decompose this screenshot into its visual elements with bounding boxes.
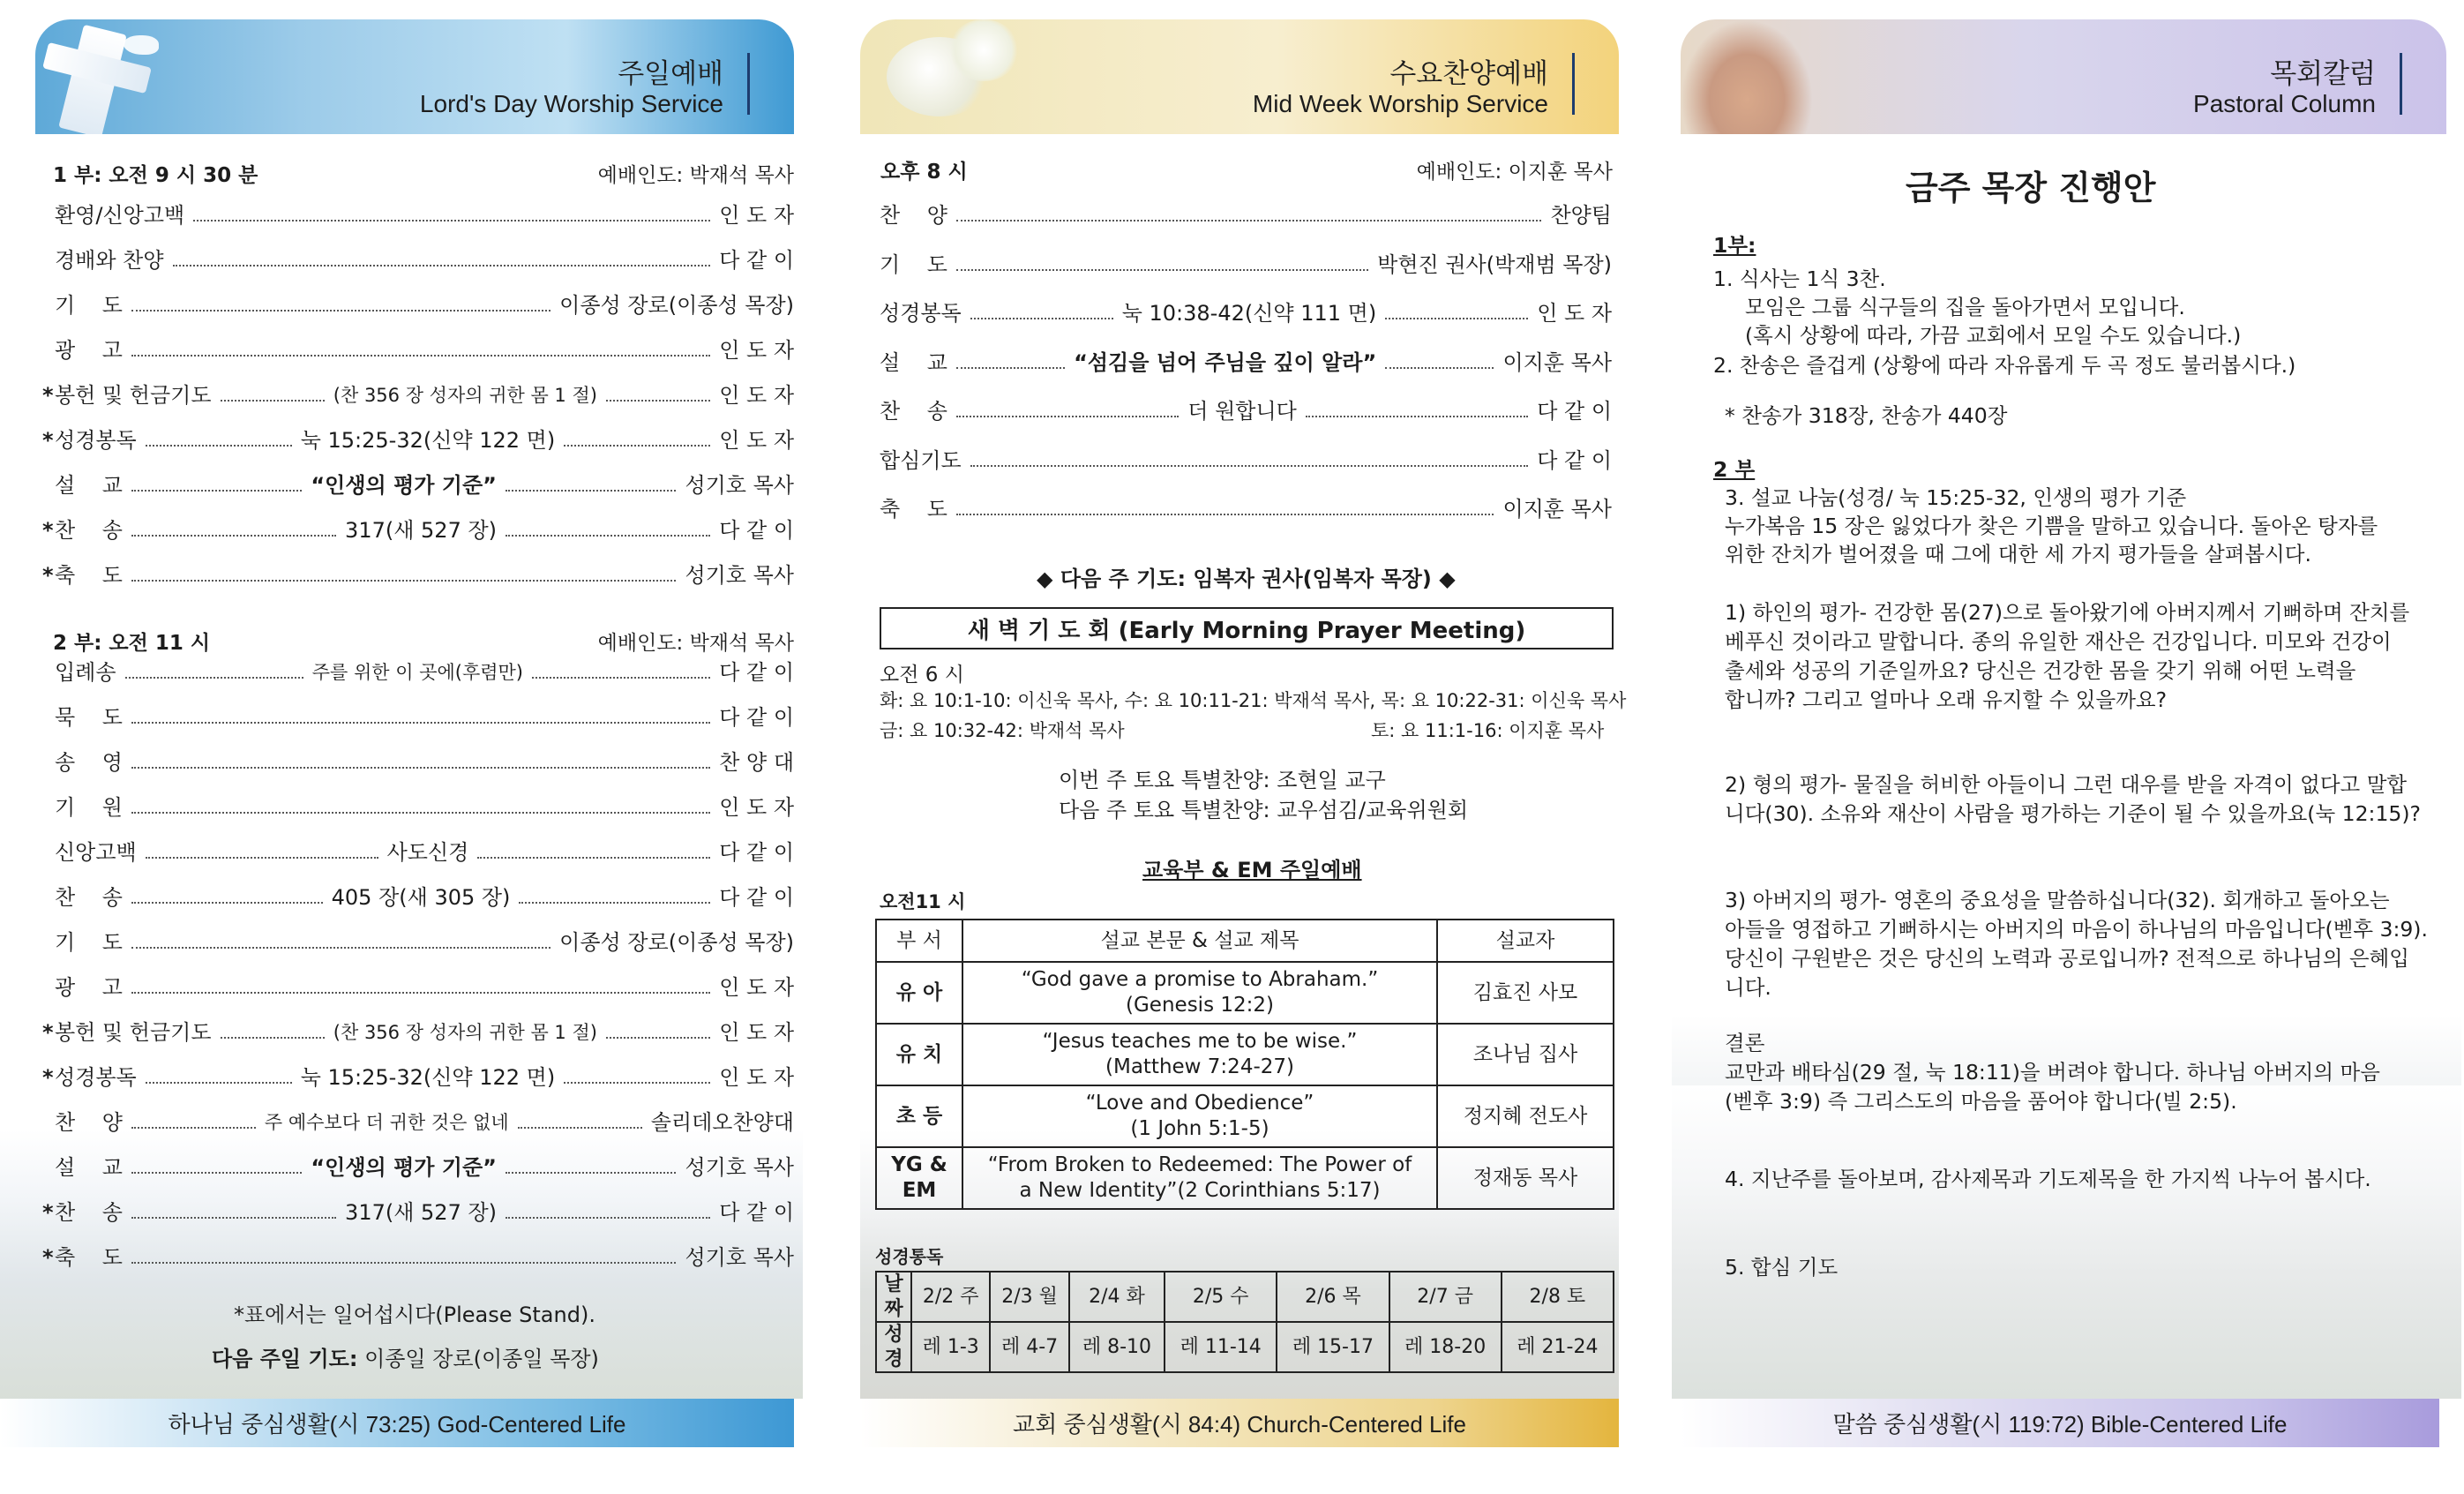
reading-date: 2/8 토 [1502,1272,1614,1322]
order-item-detail: 눅 15:25-32(신약 122 면) [300,1065,556,1090]
order-item-person: 이종성 장로(이종성 목장) [559,293,794,318]
order-item-person: 인 도 자 [719,975,794,1000]
spacer [42,977,55,998]
leader-dots [131,580,677,582]
stand-marker: * [42,1020,54,1045]
order-item [42,1022,794,1043]
spacer [42,932,55,953]
order-item-person: 성기호 목사 [685,473,794,498]
q2-line1: 2) 형의 평가- 물질을 허비한 아들이니 그런 대우를 받을 자격이 없다고 말합 [1725,772,2408,797]
leader-dots [564,445,710,447]
leader-dots [131,767,710,769]
order-item-person: 다 같 이 [719,518,794,543]
leader-dots [131,992,710,994]
leader-dots [1385,318,1528,319]
leader-dots [146,857,378,859]
pastoral-column-banner [1681,19,2446,134]
order-item-detail: (찬 356 장 성자의 귀한 몸 1 절) [333,1021,597,1043]
spacer [42,205,55,226]
edu-sermon-ref: (Genesis 12:2) [1126,994,1274,1017]
leader-dots [518,1127,642,1129]
reading-book: 레 21-24 [1502,1322,1614,1372]
edu-sermon-title: “Love and Obedience” [1085,1092,1314,1115]
next-sunday-prayer-value: 이종일 장로(이종일 목장) [364,1347,599,1371]
order-item-detail: 눅 10:38-42(신약 111 면) [1121,301,1377,326]
leader-dots [131,902,323,904]
edu-table-header [876,920,1614,962]
reading-label-date: 날짜 [876,1272,911,1322]
spacer [42,842,55,863]
stand-marker: * [42,1200,54,1225]
order-item [42,887,794,908]
order-item-detail: 317(새 527 장) [345,1200,498,1225]
edu-sermon [962,1024,1437,1085]
midweek-leader: 예배인도: 이지훈 목사 [1416,161,1613,184]
order-item-person: 다 같 이 [719,840,794,865]
order-item-label: 합심기도 [880,447,962,473]
p1-line2: 모임은 그룹 식구들의 집을 돌아가면서 모입니다. [1745,295,2185,319]
order-item-person: 박현진 권사(박재범 목장) [1377,252,1612,277]
reading-book: 레 15-17 [1277,1322,1389,1372]
leader-dots [131,722,710,724]
order-item [42,707,794,728]
edu-preacher: 김효진 사모 [1437,962,1614,1024]
edu-dept: 유 치 [876,1024,962,1085]
p1-line3: (혹시 상황에 따라, 가끔 교회에서 모일 수도 있습니다.) [1745,323,2242,348]
leader-dots [146,1082,292,1084]
edu-row [876,1085,1614,1147]
leader-dots [131,535,336,537]
order-item-person: 다 같 이 [719,248,794,273]
edu-table [875,919,1614,1210]
reading-date: 2/5 수 [1165,1272,1277,1322]
order-item-label: 성경봉독 [880,301,962,326]
p2-line2: 누가복음 15 장은 잃었다가 찾은 기쁨을 말하고 있습니다. 돌아온 탕자를 [1725,514,2378,538]
edu-sermon [962,962,1437,1024]
footer-church-centered: 교회 중심생활(시 84:4) Church-Centered Life [860,1399,1619,1447]
leader-dots [477,857,710,859]
edu-header-dept: 부 서 [876,920,962,962]
order-item-label: 찬 송 [55,885,123,910]
order-item-person: 인 도 자 [719,428,794,453]
leader-dots [131,1217,336,1219]
order-item [42,797,794,818]
q3-line3: 당신이 구원받은 것은 당신의 노력과 공로입니까? 전적으로 하나님의 은혜입 [1725,946,2409,971]
reading-book: 레 4-7 [990,1322,1068,1372]
stand-marker: * [42,428,54,453]
q3-line1: 3) 아버지의 평가- 영혼의 중요성을 말씀하십니다(32). 회개하고 돌아오는 [1725,888,2390,912]
reading-date: 2/2 주 [911,1272,990,1322]
footer-bible-centered: 말씀 중심생활(시 119:72) Bible-Centered Life [1681,1399,2439,1447]
order-item-person: 다 같 이 [719,885,794,910]
spacer [42,662,55,683]
edu-row [876,1147,1614,1209]
conclusion-line1: 교만과 배타심(29 절, 눅 18:11)을 버려야 합니다. 하나님 아버지의 마음 [1725,1060,2380,1085]
order-item-label: 신앙고백 [55,840,137,865]
conclusion-title: 결론 [1725,1031,1765,1055]
spacer [42,475,55,496]
order-item [42,932,794,953]
dawn-prayer-title: 새 벽 기 도 회 (Early Morning Prayer Meeting) [880,607,1614,649]
order-item-person: 솔리데오찬양대 [650,1110,794,1135]
edu-dept: YG & EM [876,1147,962,1209]
midweek-banner [860,19,1619,134]
q3-line2: 아들을 영접하고 기뻐하시는 아버지의 마음이 하나님의 마음입니다(벧후 3:9). [1725,917,2428,942]
leader-dots [519,902,710,904]
order-item [42,205,794,226]
stand-marker: * [42,383,54,408]
conclusion-line2: (벧후 3:9) 즉 그리스도의 마음을 품어야 합니다(빌 2:5). [1725,1089,2237,1114]
leader-dots [506,1217,710,1219]
banner-divider [747,53,750,115]
order-item-detail: “인생의 평가 기준” [311,473,497,498]
p2-line3: 위한 잔치가 벌어졌을 때 그에 대한 세 가지 평가들을 살펴봅시다. [1725,542,2311,567]
edu-preacher: 정지혜 전도사 [1437,1085,1614,1147]
leader-dots [131,1127,256,1129]
order-item-label: 봉헌 및 헌금기도 [55,383,212,408]
order-item-person: 인 도 자 [719,1020,794,1045]
order-item-label: 설 교 [55,1155,123,1180]
leader-dots [131,490,303,492]
spacer [42,1157,55,1178]
edu-time: 오전11 시 [880,891,966,912]
p1-line1: 1. 식사는 1식 3찬. [1713,267,1886,291]
leader-dots [173,265,711,267]
edu-dept: 초 등 [876,1085,962,1147]
order-item-label: 입례송 [55,660,116,685]
leader-dots [506,490,677,492]
reading-book: 레 11-14 [1165,1322,1277,1372]
reading-books-row [876,1322,1614,1372]
order-item-label: 송 영 [55,750,123,775]
banner-title-ko: 주일예배 [618,58,723,90]
banner-title-en: Mid Week Worship Service [1252,90,1548,117]
order-item-person: 성기호 목사 [685,1245,794,1270]
q1-line4: 합니까? 그리고 얼마나 오래 유지할 수 있을까요? [1725,687,2168,712]
order-item-detail: “섬김을 넘어 주님을 깊이 알라” [1074,349,1377,375]
order-item-person: 이지훈 목사 [1502,349,1613,375]
service2-leader: 예배인도: 박재석 목사 [597,632,794,655]
order-item-label: 경배와 찬양 [55,248,164,273]
edu-sermon [962,1085,1437,1147]
order-item-label: 광 고 [55,338,123,363]
leader-dots [131,947,550,949]
order-item-detail: “인생의 평가 기준” [311,1155,497,1180]
spacer [42,1112,55,1133]
leader-dots [131,812,710,814]
order-item-label: 기 원 [55,795,123,820]
dawn-prayer-schedule-2b: 토: 요 11:1-16: 이지훈 목사 [1371,720,1605,741]
service2-header [53,627,794,656]
order-item-label: 기 도 [55,930,123,955]
edu-sermon-title: “From Broken to Redeemed: The Power of [987,1153,1412,1177]
leader-dots [506,535,710,537]
reading-dates-row [876,1272,1614,1322]
leader-dots [970,318,1113,319]
order-item-label: 성경봉독 [55,428,137,453]
q2-line2: 니다(30). 소유와 재산이 사람을 평가하는 기준이 될 수 있을까요(눅 12:15)? [1725,801,2421,826]
order-item [42,475,794,496]
order-item [42,1112,794,1133]
order-item-label: 축 도 [55,563,123,588]
reading-table [875,1271,1614,1373]
order-item [42,430,794,451]
reading-title: 성경통독 [875,1246,944,1267]
edu-title: 교육부 & EM 주일예배 [1142,858,1362,882]
order-item-label: 광 고 [55,975,123,1000]
service2-time: 2 부: 오전 11 시 [53,632,211,655]
stand-marker: * [42,1245,54,1270]
q1-line1: 1) 하인의 평가- 건강한 몸(27)으로 돌아왔기에 아버지께서 기뻐하며 잔치를 [1725,600,2410,625]
leader-dots [125,677,303,679]
order-item [42,340,794,361]
order-item-label: 찬 송 [55,518,123,543]
q1-line3: 출세와 성공의 기준일까요? 당신은 건강한 몸을 갖기 위해 어떤 노력을 [1725,658,2356,683]
order-item [42,842,794,863]
order-item [42,1202,794,1223]
order-item-person: 이종성 장로(이종성 목장) [559,930,794,955]
order-item-person: 다 같 이 [1537,399,1613,424]
leader-dots [956,220,1542,221]
order-item [42,1247,794,1268]
spacer [42,707,55,728]
order-item-label: 찬 양 [55,1110,123,1135]
order-item [42,752,794,773]
order-item-label: 찬 송 [55,1200,123,1225]
p2-line1: 3. 설교 나눔(성경/ 눅 15:25-32, 인생의 평가 기준 [1725,485,2187,510]
leader-dots [131,1262,677,1264]
order-item-person: 찬 양 대 [719,750,794,775]
service1-header [53,159,794,188]
leader-dots [564,1082,710,1084]
order-item [42,1157,794,1178]
edu-sermon-title: “Jesus teaches me to be wise.” [1042,1030,1358,1054]
order-item [880,254,1612,275]
order-item-label: 찬 양 [880,203,947,228]
leader-dots [956,416,1179,417]
reading-date: 2/3 월 [990,1272,1068,1322]
step5: 5. 합심 기도 [1725,1255,1839,1280]
lords-day-banner [35,19,794,134]
leader-dots [131,355,710,357]
order-item-label: 묵 도 [55,705,123,730]
edu-preacher: 조나님 집사 [1437,1024,1614,1085]
order-item [42,520,794,541]
dawn-prayer-schedule-1: 화: 요 10:1-10: 이신욱 목사, 수: 요 10:11-21: 박재석 목사, 목: 요 10:22-31: 이신욱 목사 [880,690,1627,711]
next-sunday-prayer-label: 다음 주일 기도: [212,1347,358,1371]
service1-leader: 예배인도: 박재석 목사 [597,164,794,187]
q1-line2: 베푸신 것이라고 말합니다. 종의 유일한 재산은 건강입니다. 미모와 건강이 [1725,629,2392,654]
order-item-label: 설 교 [55,473,123,498]
order-item-detail: 405 장(새 305 장) [331,885,511,910]
leader-dots [221,400,325,402]
spacer [42,887,55,908]
order-item [42,250,794,271]
leader-dots [1385,367,1494,369]
order-item-detail: 주를 위한 이 곳에(후렴만) [311,661,524,683]
order-item-label: 축 도 [880,497,947,522]
column-title: 금주 목장 진행안 [1906,169,2156,207]
order-item-person: 인 도 자 [719,383,794,408]
order-item-detail: 주 예수보다 더 귀한 것은 없네 [264,1111,509,1133]
spacer [42,250,55,271]
order-item-label: 기 도 [880,252,947,277]
edu-sermon-ref: (Matthew 7:24-27) [1105,1055,1294,1078]
order-item [880,303,1612,324]
order-item-person: 성기호 목사 [685,1155,794,1180]
order-item [42,295,794,316]
order-item-person: 다 같 이 [719,705,794,730]
reading-label-book: 성경 [876,1322,911,1372]
leader-dots [606,1037,710,1039]
order-item-person: 인 도 자 [1537,301,1612,326]
order-item-detail: (찬 356 장 성자의 귀한 몸 1 절) [333,384,597,406]
leader-dots [606,400,710,402]
order-item-person: 찬양팀 [1550,203,1612,228]
order-item [880,349,1613,375]
banner-divider [1572,53,1575,115]
service1-time: 1 부: 오전 9 시 30 분 [53,164,258,187]
banner-title-en: Pastoral Column [2193,90,2376,117]
order-item-person: 다 같 이 [719,660,794,685]
leader-dots [956,514,1494,515]
reading-date: 2/7 금 [1389,1272,1502,1322]
order-item [880,401,1612,422]
next-sunday-prayer [212,1341,599,1372]
order-item-label: 축 도 [55,1245,123,1270]
order-item [880,205,1612,226]
edu-row [876,1024,1614,1085]
order-item-label: 기 도 [55,293,123,318]
edu-header-preacher: 설교자 [1437,920,1614,962]
leader-dots [970,465,1528,467]
edu-preacher: 정재동 목사 [1437,1147,1614,1209]
spacer [42,797,55,818]
order-item-person: 인 도 자 [719,203,794,228]
leader-dots [131,310,550,312]
edu-sermon-ref: a New Identity”(2 Corinthians 5:17) [1019,1179,1381,1202]
order-item-person: 인 도 자 [719,1065,794,1090]
banner-divider [2400,53,2402,115]
order-item-person: 다 같 이 [719,1200,794,1225]
edu-row [876,962,1614,1024]
reading-book: 레 1-3 [911,1322,990,1372]
leader-dots [146,445,292,447]
order-item [42,1067,794,1088]
stand-marker: * [42,1065,54,1090]
order-item-label: 봉헌 및 헌금기도 [55,1020,212,1045]
leader-dots [956,269,1368,271]
edu-header-text: 설교 본문 & 설교 제목 [962,920,1437,962]
order-item [42,662,794,683]
midweek-time: 오후 8 시 [880,161,968,184]
footer-god-centered: 하나님 중심생활(시 73:25) God-Centered Life [0,1399,794,1447]
lily-bud-icon [948,19,1019,81]
banner-title-ko: 목회칼럼 [2270,58,2376,90]
special-praise-next-week: 다음 주 토요 특별찬양: 교우섬김/교육위원회 [1059,798,1468,822]
midweek-header [880,155,1613,184]
reading-book: 레 18-20 [1389,1322,1502,1372]
order-item-detail: 더 원합니다 [1187,399,1297,424]
banner-title-ko: 수요찬양예배 [1389,58,1548,90]
leader-dots [532,677,710,679]
reading-date: 2/4 화 [1069,1272,1165,1322]
stand-marker: * [42,563,54,588]
reading-date: 2/6 목 [1277,1272,1389,1322]
order-item-detail: 사도신경 [386,840,469,865]
order-item-person: 성기호 목사 [685,563,794,588]
order-item-label: 환영/신앙고백 [55,203,185,228]
order-item-label: 찬 송 [880,399,947,424]
banner-title-en: Lord's Day Worship Service [419,90,723,117]
leader-dots [956,367,1065,369]
p1-line4: 2. 찬송은 즐겁게 (상황에 따라 자유롭게 두 곡 정도 불러봅시다.) [1713,353,2296,378]
order-item [42,565,794,586]
spacer [42,752,55,773]
spacer [42,340,55,361]
church-photo-wash-right [1672,1085,2461,1399]
spacer [42,295,55,316]
order-item [42,977,794,998]
stand-note: *표에서는 일어섭시다(Please Stand). [234,1303,595,1327]
edu-sermon-title: “God gave a promise to Abraham.” [1021,968,1379,992]
step4: 4. 지난주를 돌아보며, 감사제목과 기도제목을 한 가지씩 나누어 봅시다. [1725,1167,2371,1191]
part2-heading: 2 부 [1713,457,1756,482]
dove-icon [124,35,159,55]
leader-dots [131,1172,303,1174]
stand-marker: * [42,518,54,543]
order-item-label: 설 교 [880,349,947,375]
order-item [880,447,1612,473]
part1-heading: 1부: [1713,233,1756,258]
order-item-person: 인 도 자 [719,795,794,820]
order-item [42,385,794,406]
leader-dots [221,1037,325,1039]
special-praise-this-week: 이번 주 토요 특별찬양: 조현일 교구 [1059,768,1386,792]
leader-dots [193,220,710,221]
edu-sermon [962,1147,1437,1209]
hands-icon [1681,19,1813,134]
leader-dots [1306,416,1528,417]
reading-book: 레 8-10 [1069,1322,1165,1372]
order-item-detail: 눅 15:25-32(신약 122 면) [300,428,556,453]
q3-line4: 니다. [1725,975,1771,1000]
order-item-label: 성경봉독 [55,1065,137,1090]
order-item-person: 다 같 이 [1537,447,1612,473]
order-item-person: 이지훈 목사 [1502,497,1612,522]
dawn-prayer-schedule-2a: 금: 요 10:32-42: 박재석 목사 [880,720,1125,741]
dawn-prayer-time: 오전 6 시 [880,664,964,687]
midweek-next-prayer: ◆ 다음 주 기도: 임복자 권사(임복자 목장) ◆ [1037,567,1456,591]
p1-hymns: * 찬송가 318장, 찬송가 440장 [1725,403,2008,428]
order-item-detail: 317(새 527 장) [345,518,498,543]
order-item-person: 인 도 자 [719,338,794,363]
edu-dept: 유 아 [876,962,962,1024]
leader-dots [506,1172,677,1174]
edu-sermon-ref: (1 John 5:1-5) [1130,1117,1269,1140]
order-item [880,499,1612,520]
